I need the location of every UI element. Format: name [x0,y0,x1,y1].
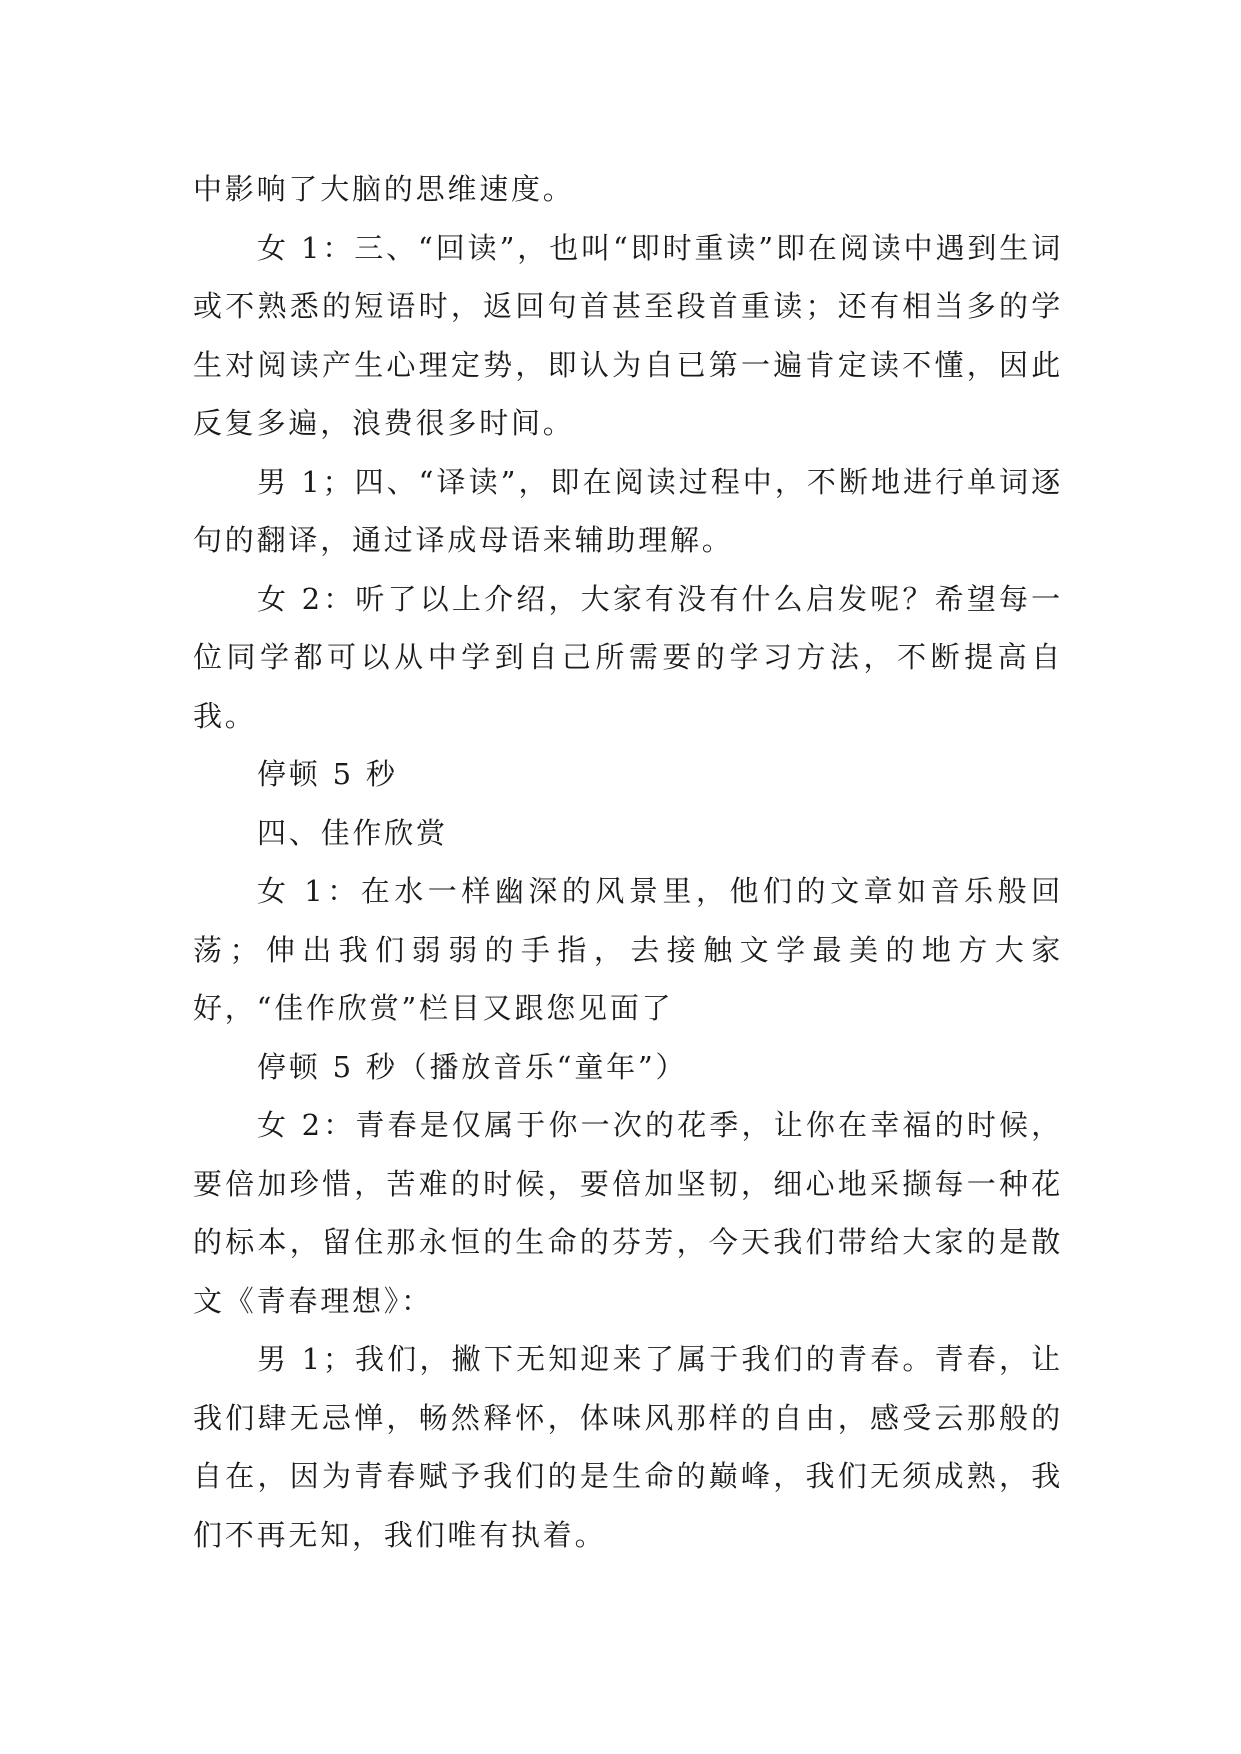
paragraph-continuation: 中影响了大脑的思维速度。 [193,172,575,206]
document-body [193,160,1063,1564]
paragraph-male1-youth: 男 1；我们，撇下无知迎来了属于我们的青春。青春，让我们肆无忌惮，畅然释怀，体味风那样的自由，感受云那般的自在，因为青春赋予我们的是生命的巅峰，我们无须成熟，我们不再无知，我们唯有执着。 [193,1342,1063,1552]
paragraph-female1-reread: 女 1：三、“回读”，也叫“即时重读”即在阅读中遇到生词或不熟悉的短语时，返回句首甚至段首重读；还有相当多的学生对阅读产生心理定势，即认为自已第一遍肯定读不懂，因此反复多遍，浪费很多时间。 [193,230,1063,440]
paragraph-female2-inspiration: 女 2：听了以上介绍，大家有没有什么启发呢？希望每一位同学都可以从中学到自己所需要的学习方法，不断提高自我。 [193,581,1063,733]
section-heading-appreciation: 四、佳作欣赏 [257,815,448,850]
paragraph-female1-intro: 女 1：在水一样幽深的风景里，他们的文章如音乐般回荡；伸出我们弱弱的手指，去接触文学最美的地方大家好，“佳作欣赏”栏目又跟您见面了 [193,874,1063,1025]
paragraph-male1-translate: 男 1；四、“译读”，即在阅读过程中，不断地进行单词逐句的翻译，通过译成母语来辅助理解。 [193,464,1063,557]
paragraph-female2-youth: 女 2：青春是仅属于你一次的花季，让你在幸福的时候，要倍加珍惜，苦难的时候，要倍加坚韧，细心地采撷每一种花的标本，留住那永恒的生命的芬芳，今天我们带给大家的是散文《青春理想》： [193,1108,1063,1318]
paragraph-pause-music: 停顿 5 秒（播放音乐“童年”） [257,1049,688,1084]
paragraph-pause: 停顿 5 秒 [257,757,398,791]
